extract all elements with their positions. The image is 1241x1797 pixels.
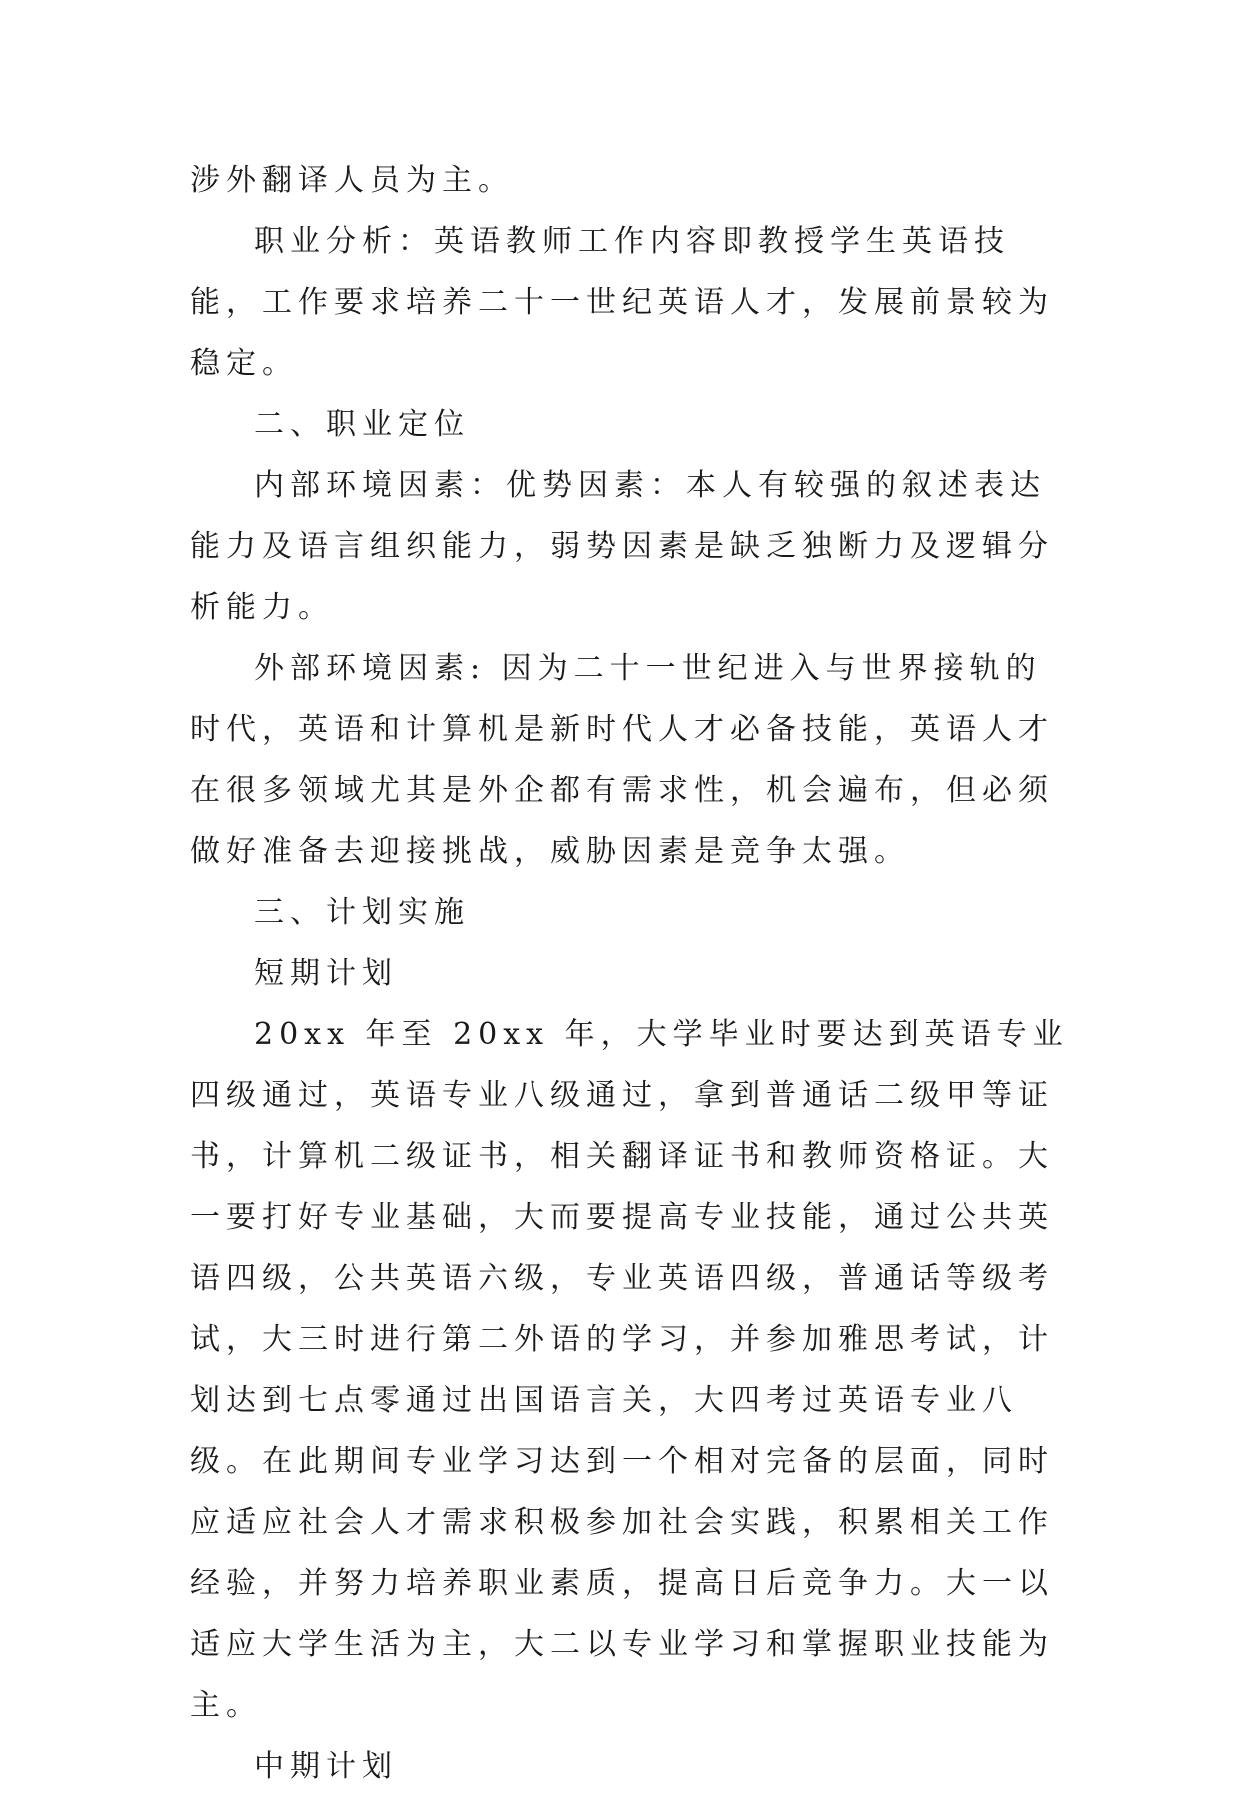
document-body	[190, 150, 1070, 1797]
section-heading: 二、职业定位	[254, 407, 470, 442]
paragraph: 内部环境因素：优势因素：本人有较强的叙述表达能力及语言组织能力，弱势因素是缺乏独断力及逻辑分析能力。	[190, 468, 1054, 625]
paragraph: 外部环境因素: 因为二十一世纪进入与世界接轨的时代，英语和计算机是新时代人才必备技能，英语人才在很多领域尤其是外企都有需求性，机会遍布，但必须做好准备去迎接挑战，威胁因素是竞争太强。	[190, 651, 1054, 869]
paragraph: 职业分析：英语教师工作内容即教授学生英语技能，工作要求培养二十一世纪英语人才，发展前景较为稳定。	[190, 224, 1054, 381]
paragraph: 涉外翻译人员为主。	[190, 163, 514, 198]
section-heading: 三、计划实施	[254, 895, 470, 930]
subsection-heading: 短期计划	[254, 956, 398, 991]
paragraph: 20xx 年至 20xx 年，大学毕业时要达到英语专业四级通过，英语专业八级通过，拿到普通话二级甲等证书，计算机二级证书，相关翻译证书和教师资格证。大一要打好专业基础，大而要提高专业技能，通过公共英语四级，公共英语六级，专业英语四级，普通话等级考试，大三时进行第二外语的学习，并参加雅思考试，计划达到七点零通过出国语言关，大四考过英语专业八级。在此期间专业学习达到一个相对完备的层面，同时应适应社会人才需求积极参加社会实践，积累相关工作经验，并努力培养职业素质，提高日后竞争力。大一以适应大学生活为主，大二以专业学习和掌握职业技能为主。	[190, 1017, 1069, 1723]
subsection-heading: 中期计划	[254, 1749, 398, 1784]
